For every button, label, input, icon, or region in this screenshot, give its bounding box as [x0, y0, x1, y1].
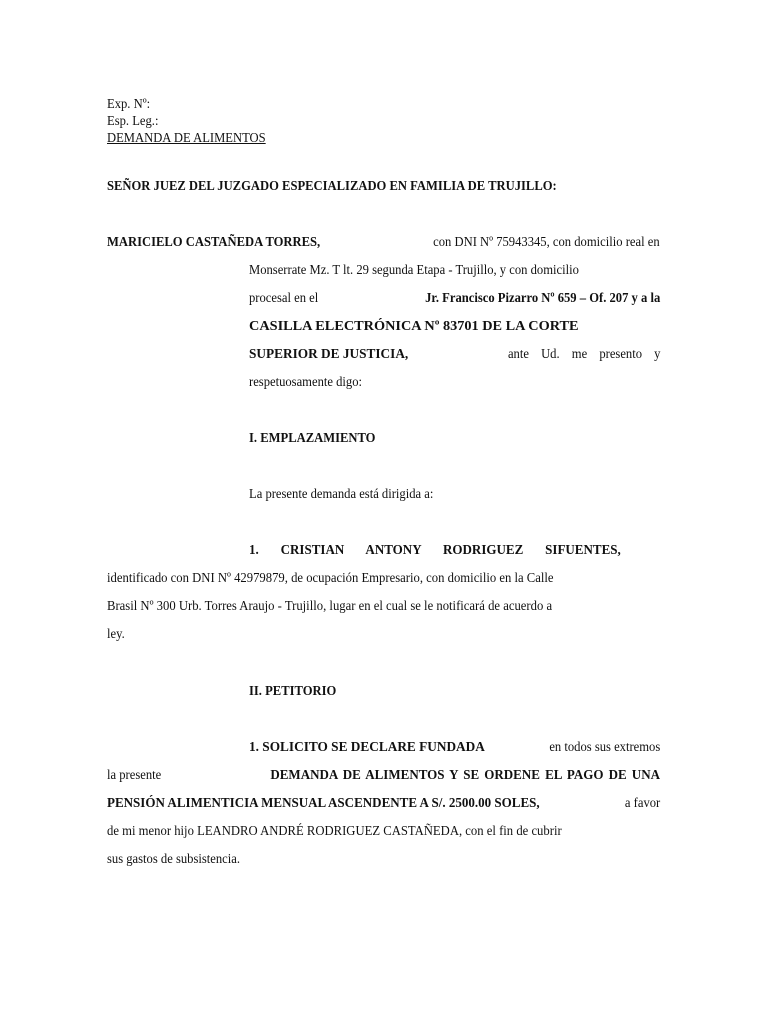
electronic-box: CASILLA ELECTRÓNICA Nº 83701 DE LA CORTE: [249, 319, 579, 334]
defendant-name: 1. CRISTIAN ANTONY RODRIGUEZ SIFUENTES,: [249, 543, 621, 558]
alimony-amount: PENSIÓN ALIMENTICIA MENSUAL ASCENDENTE A S/. 2500.00 SOLES,: [107, 796, 540, 811]
defendant-line-3: Brasil Nº 300 Urb. Torres Araujo - Trujillo, lugar en el cual se le notificará de acuerdo a: [107, 599, 553, 614]
petition-line-1: 1. SOLICITO SE DECLARE FUNDADA en todos sus extremos: [249, 740, 660, 755]
section-2-heading: II. PETITORIO: [249, 684, 337, 699]
document-title: DEMANDA DE ALIMENTOS: [107, 131, 266, 146]
intro-line-6: respetuosamente digo:: [249, 375, 363, 390]
esp-label: Esp. Leg.:: [107, 114, 159, 129]
intro-line-3: procesal en el Jr. Francisco Pizarro Nº 659 – Of. 207 y a la: [249, 291, 660, 306]
procedural-address: Jr. Francisco Pizarro Nº 659 – Of. 207 y a la: [424, 291, 660, 306]
petition-line-2: la presente DEMANDA DE ALIMENTOS Y SE ORDENE EL PAGO DE UNA: [107, 768, 660, 783]
intro-line-5: SUPERIOR DE JUSTICIA, ante Ud. me presento y: [249, 347, 660, 362]
intro-line-1: [107, 234, 660, 251]
section-1-lead: La presente demanda está dirigida a:: [249, 487, 434, 502]
exp-label: Exp. Nº:: [107, 97, 151, 112]
petition-line-3: PENSIÓN ALIMENTICIA MENSUAL ASCENDENTE A S/. 2500.00 SOLES, a favor: [107, 796, 660, 811]
plaintiff-dni: con DNI Nº 75943345, con domicilio real en: [433, 235, 660, 250]
section-1-heading: I. EMPLAZAMIENTO: [249, 431, 376, 446]
addressee: SEÑOR JUEZ DEL JUZGADO ESPECIALIZADO EN FAMILIA DE TRUJILLO:: [107, 179, 557, 194]
intro-line-2: Monserrate Mz. T lt. 29 segunda Etapa - Trujillo, y con domicilio: [249, 263, 579, 278]
defendant-line-4: ley.: [107, 627, 125, 642]
defendant-line-2: identificado con DNI Nº 42979879, de ocupación Empresario, con domicilio en la Calle: [107, 571, 554, 586]
plaintiff-name: MARICIELO CASTAÑEDA TORRES,: [107, 235, 321, 250]
petition-line-4: de mi menor hijo LEANDRO ANDRÉ RODRIGUEZ CASTAÑEDA, con el fin de cubrir: [107, 824, 562, 839]
petition-line-5: sus gastos de subsistencia.: [107, 852, 240, 867]
